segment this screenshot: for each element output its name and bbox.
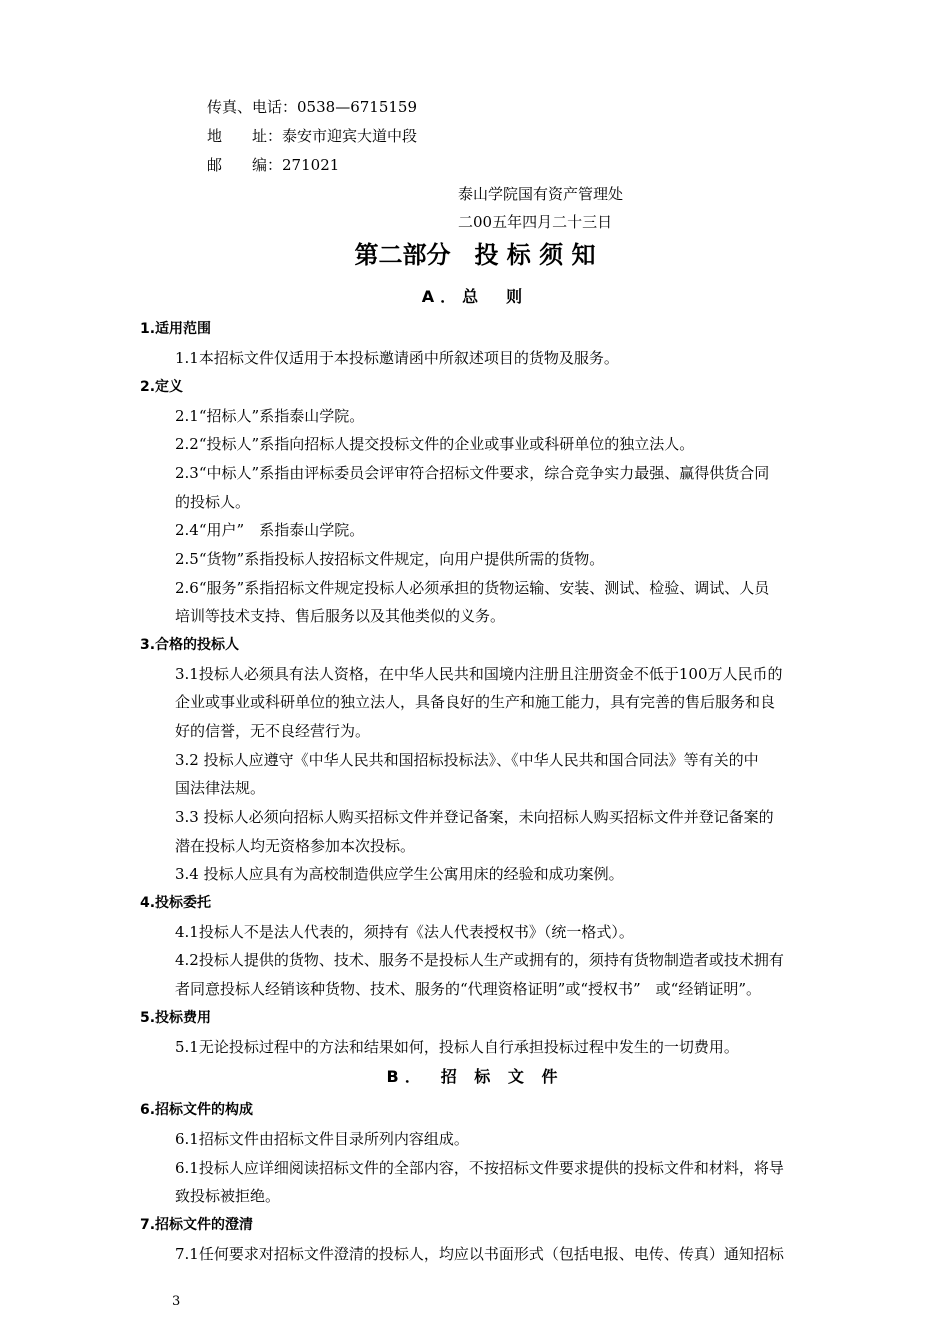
para-3-3-cont: 潜在投标人均无资格参加本次投标。: [175, 837, 416, 855]
para-6-1: 6.1招标文件由招标文件目录所列内容组成。: [175, 1130, 469, 1148]
page-number: 3: [172, 1294, 181, 1309]
heading-bid-cost: 5.投标费用: [140, 1010, 212, 1026]
para-4-2-cont: 者同意投标人经销该种货物、技术、服务的“代理资格证明”或“授权书” 或“经销证明”。: [175, 980, 762, 998]
para-2-1: 2.1“招标人”系指泰山学院。: [175, 407, 365, 425]
address-label: 地 址：: [207, 127, 283, 145]
para-1-1: 1.1本招标文件仅适用于本投标邀请函中所叙述项目的货物及服务。: [175, 349, 619, 367]
address-value: 泰安市迎宾大道中段: [282, 127, 418, 145]
para-3-2-cont: 国法律法规。: [175, 779, 266, 797]
section-a-title: A．总 则: [421, 287, 529, 306]
para-3-2: 3.2 投标人应遵守《中华人民共和国招标投标法》、《中华人民共和国合同法》等有关的中: [175, 751, 759, 769]
contact-postcode: [207, 155, 339, 175]
heading-document-composition: 6.招标文件的构成: [140, 1102, 254, 1118]
contact-address: [207, 126, 417, 146]
fax-phone-value: 0538—6715159: [297, 98, 417, 116]
contact-fax-phone: [207, 97, 417, 117]
para-2-4: 2.4“用户” 系指泰山学院。: [175, 521, 365, 539]
para-7-1: 7.1任何要求对招标文件澄清的投标人，均应以书面形式（包括电报、电传、传真）通知招标: [175, 1245, 784, 1263]
para-4-1: 4.1投标人不是法人代表的，须持有《法人代表授权书》（统一格式）。: [175, 923, 634, 941]
para-2-6-cont: 培训等技术支持、售后服务以及其他类似的义务。: [175, 607, 506, 625]
postcode-value: 271021: [282, 156, 340, 174]
para-2-5: 2.5“货物”系指投标人按招标文件规定，向用户提供所需的货物。: [175, 550, 605, 568]
heading-qualified-bidder: 3.合格的投标人: [140, 637, 240, 653]
section-b-title: B． 招 标 文 件: [386, 1067, 564, 1086]
para-3-1: 3.1投标人必须具有法人资格，在中华人民共和国境内注册且注册资金不低于100万人民币的: [175, 665, 783, 683]
postcode-label: 邮 编：: [207, 156, 283, 174]
heading-document-clarification: 7.招标文件的澄清: [140, 1217, 254, 1233]
para-6-1-b: 6.1投标人应详细阅读招标文件的全部内容，不按招标文件要求提供的投标文件和材料，将导: [175, 1159, 784, 1177]
para-3-1-cont1: 企业或事业或科研单位的独立法人，具备良好的生产和施工能力，具有完善的售后服务和良: [175, 693, 776, 711]
part-title: 第二部分 投 标 须 知: [354, 241, 596, 269]
fax-phone-label: 传真、电话：: [207, 98, 298, 116]
para-3-3: 3.3 投标人必须向招标人购买招标文件并登记备案，未向招标人购买招标文件并登记备案的: [175, 808, 774, 826]
signature-organization: 泰山学院国有资产管理处: [458, 185, 624, 203]
para-2-6: 2.6“服务”系指招标文件规定投标人必须承担的货物运输、安装、测试、检验、调试、人员: [175, 579, 770, 597]
signature-date: 二00五年四月二十三日: [458, 213, 613, 231]
para-2-3-cont: 的投标人。: [175, 493, 251, 511]
para-5-1: 5.1无论投标过程中的方法和结果如何，投标人自行承担投标过程中发生的一切费用。: [175, 1038, 739, 1056]
para-2-2: 2.2“投标人”系指向招标人提交投标文件的企业或事业或科研单位的独立法人。: [175, 435, 695, 453]
heading-scope: 1.适用范围: [140, 321, 212, 337]
para-6-1-b-cont: 致投标被拒绝。: [175, 1187, 281, 1205]
heading-definitions: 2.定义: [140, 379, 184, 395]
para-3-4: 3.4 投标人应具有为高校制造供应学生公寓用床的经验和成功案例。: [175, 865, 624, 883]
para-2-3: 2.3“中标人”系指由评标委员会评审符合招标文件要求，综合竞争实力最强、赢得供货合同: [175, 464, 770, 482]
heading-bid-authorization: 4.投标委托: [140, 895, 212, 911]
para-3-1-cont2: 好的信誉，无不良经营行为。: [175, 722, 371, 740]
para-4-2: 4.2投标人提供的货物、技术、服务不是投标人生产或拥有的，须持有货物制造者或技术拥有: [175, 951, 784, 969]
